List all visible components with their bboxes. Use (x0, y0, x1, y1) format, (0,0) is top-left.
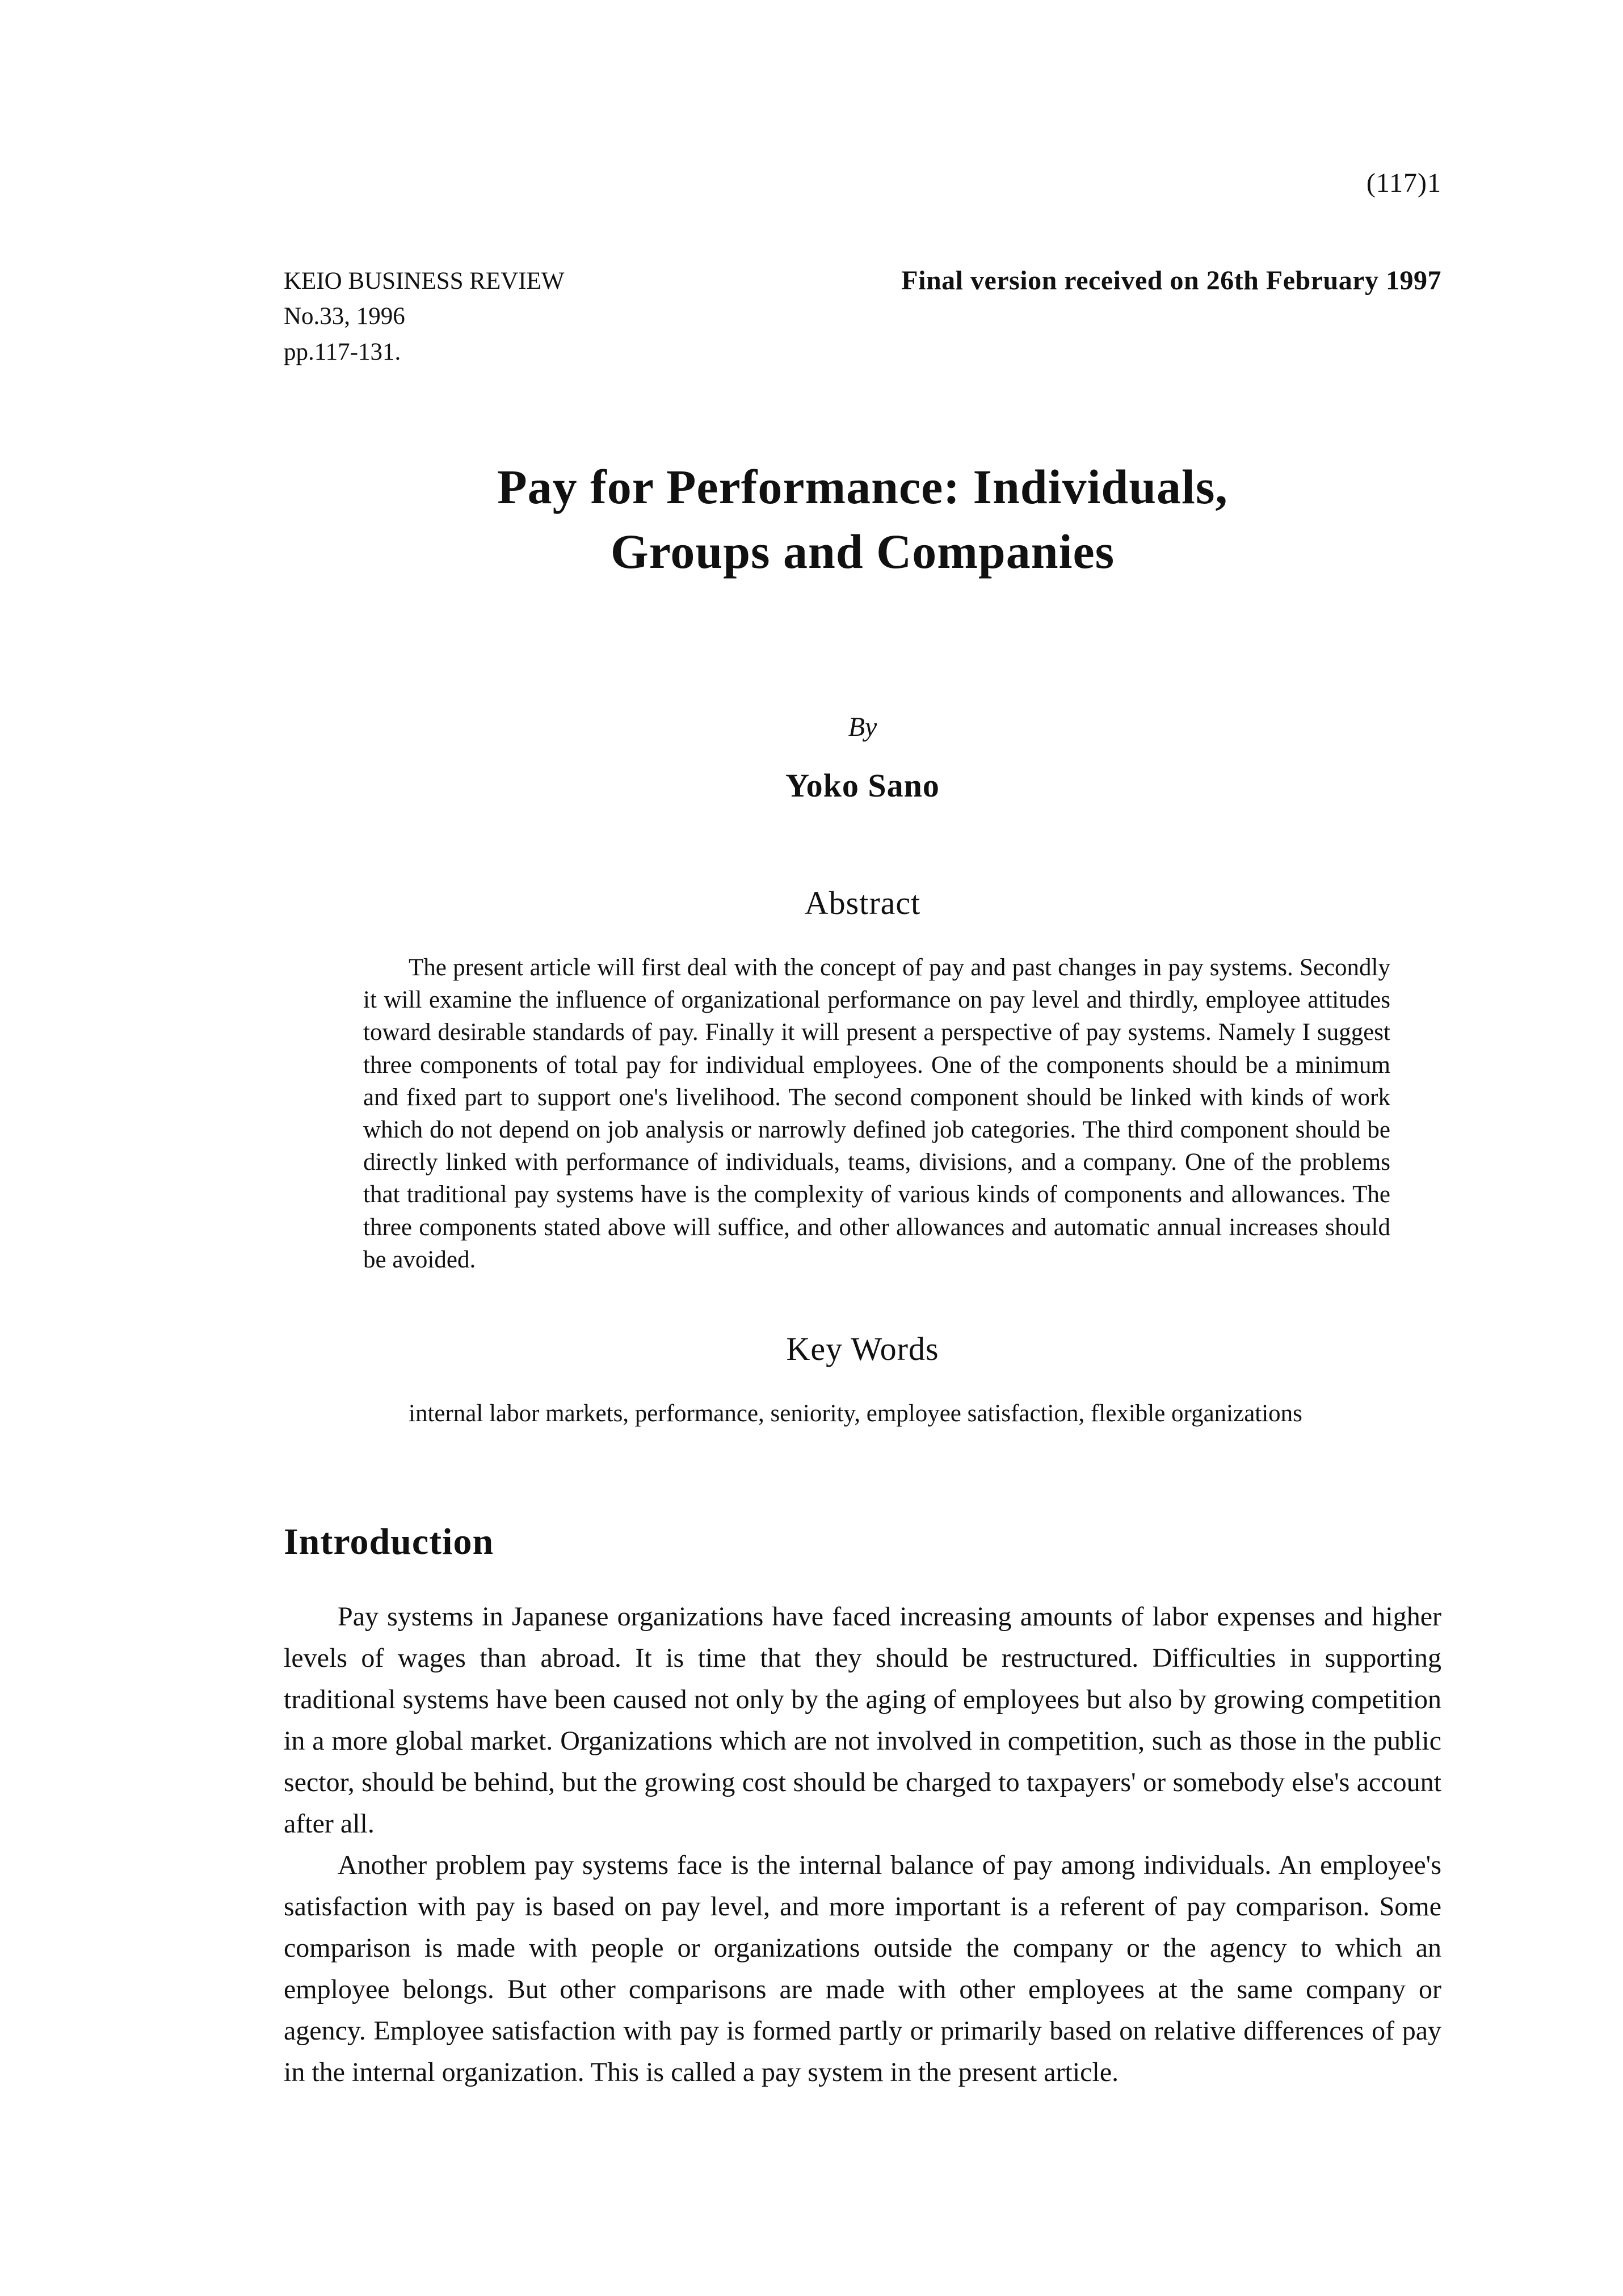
introduction-paragraph-1: Pay systems in Japanese organizations have faced increasing amounts of labor expenses and higher levels of wages than abroad. It is time that they should be restructured. Difficulties in supporting traditional systems have been caused not only by the aging of employees but also by growing competition in a more global market. Organizations which are not involved in competition, such as those in the public sector, should be behind, but the growing cost should be charged to taxpayers' or somebody else's account after all. (284, 1602, 1441, 1839)
byline: By (848, 712, 877, 743)
abstract-text: The present article will first deal with the concept of pay and past changes in pay systems. Secondly it will examine the influence of organizational performance on pay level and thirdly, employee attitudes toward desirable standards of pay. Finally it will present a perspective of pay systems. Namely I suggest three components of total pay for individual employees. One of the components should be a minimum and fixed part to support one's livelihood. The second component should be linked with kinds of work which do not depend on job analysis or narrowly defined job categories. The third component should be directly linked with performance of individuals, teams, divisions, and a company. One of the problems that traditional pay systems have is the complexity of various kinds of components and allowances. The three components stated above will suffice, and other allowances and automatic annual increases should be avoided. (363, 954, 1390, 1273)
abstract-heading: Abstract (804, 884, 921, 922)
article-title (284, 455, 1441, 584)
keywords-heading: Key Words (786, 1330, 939, 1367)
keywords-text: internal labor markets, performance, seniority, employee satisfaction, flexible organizations (409, 1400, 1302, 1427)
introduction-heading: Introduction (284, 1521, 494, 1563)
author-name: Yoko Sano (785, 767, 940, 804)
received-date: Final version received on 26th February 1997 (901, 266, 1441, 296)
journal-pages: pp.117-131. (284, 338, 401, 365)
introduction-paragraph-2: Another problem pay systems face is the internal balance of pay among individuals. An employee's satisfaction with pay is based on pay level, and more important is a referent of pay comparison. Some comparison is made with people or organizations outside the company or the agency to which an employee belongs. But other comparisons are made with other employees at the same company or agency. Employee satisfaction with pay is formed partly or primarily based on relative differences of pay in the internal organization. This is called a pay system in the present article. (284, 1850, 1441, 2087)
article-title-line2: Groups and Companies (610, 524, 1115, 579)
journal-block (284, 264, 564, 370)
page-number: (117)1 (1366, 168, 1441, 198)
header (284, 264, 1441, 370)
journal-issue: No.33, 1996 (284, 303, 405, 330)
article-title-line1: Pay for Performance: Individuals, (497, 460, 1228, 515)
journal-name: KEIO BUSINESS REVIEW (284, 268, 565, 294)
